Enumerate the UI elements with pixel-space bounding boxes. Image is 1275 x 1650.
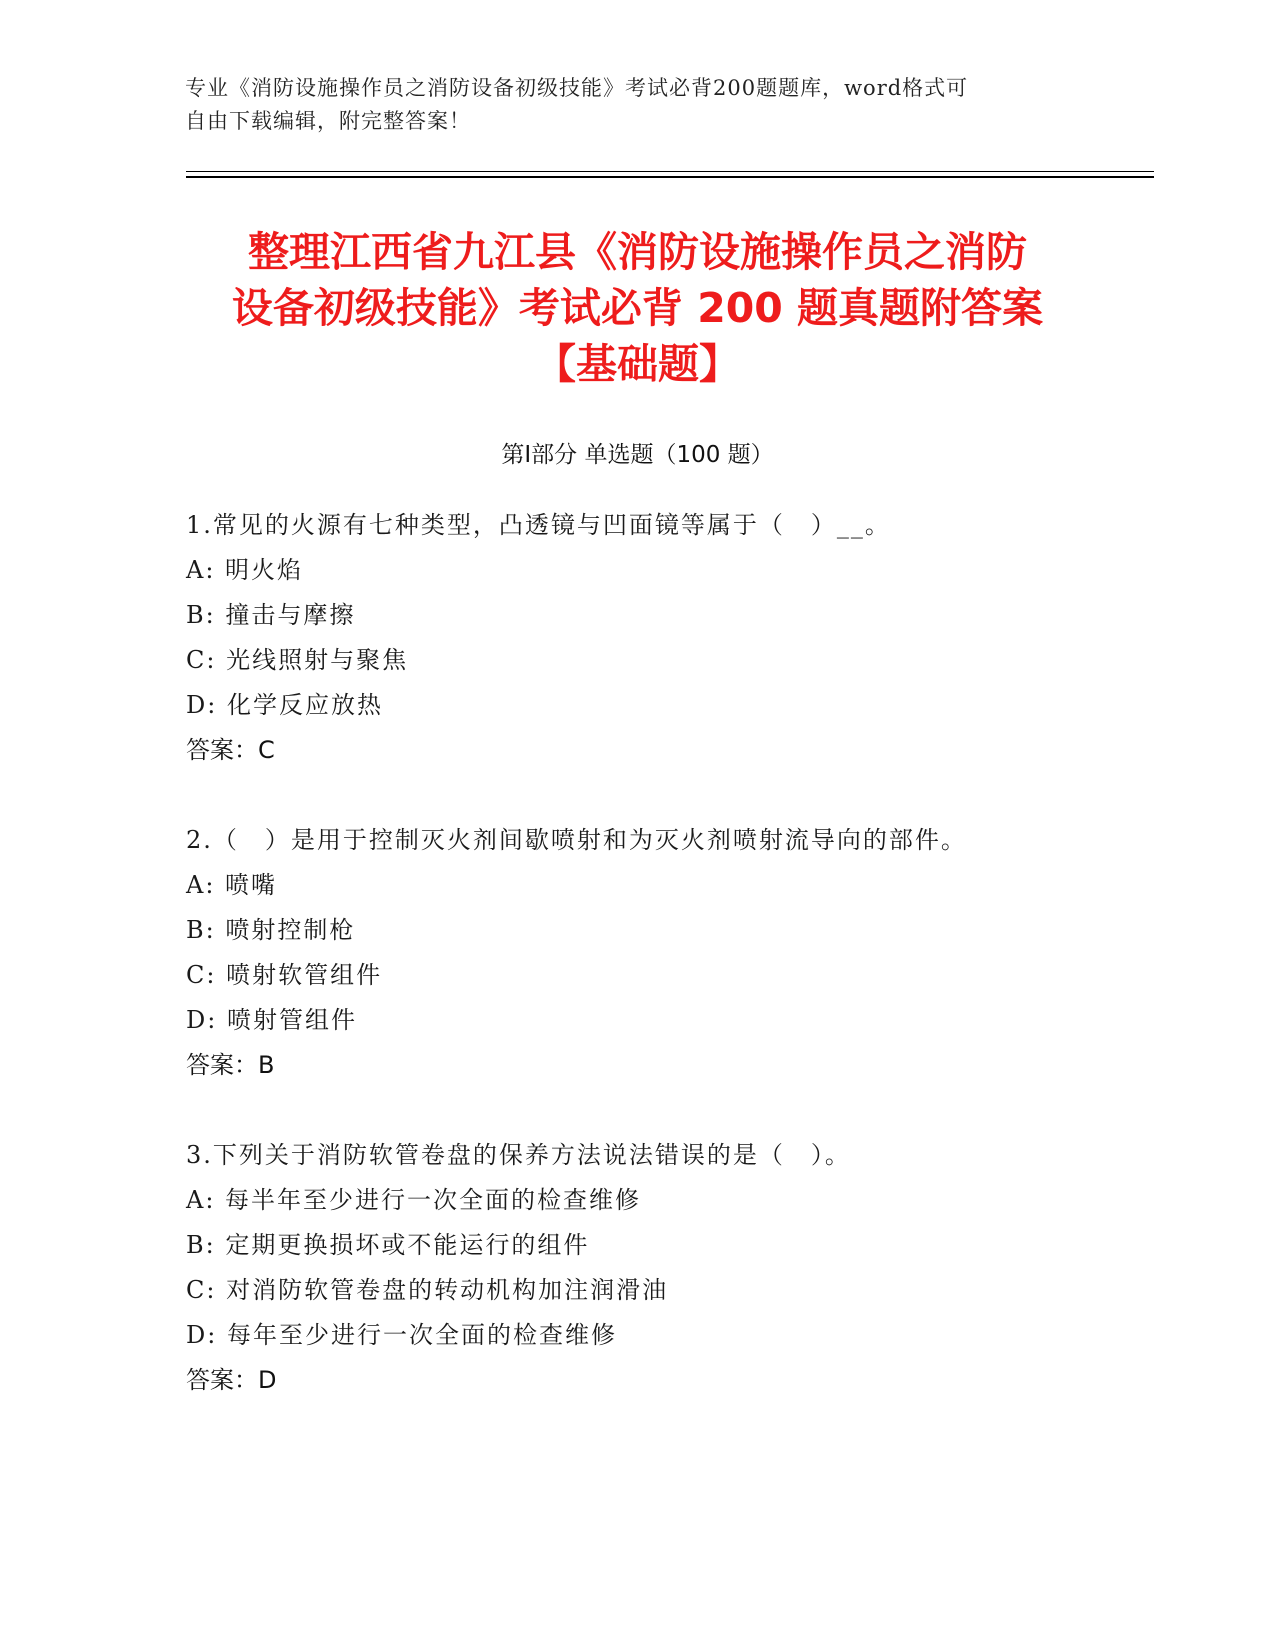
question-option-a: A: 喷嘴 xyxy=(186,871,278,899)
question-option-c: C: 光线照射与聚焦 xyxy=(186,646,409,674)
section-title: 第Ⅰ部分 单选题（100 题） xyxy=(501,442,774,468)
page-title-line-3: 【基础题】 xyxy=(535,340,740,388)
header-divider-thick xyxy=(186,176,1154,178)
header-divider-thin xyxy=(186,171,1154,172)
header-note xyxy=(185,72,1085,138)
header-note-line-2: 自由下载编辑，附完整答案！ xyxy=(185,109,471,133)
page-title-line-1: 整理江西省九江县《消防设施操作员之消防 xyxy=(248,228,1027,276)
question-option-a: A: 每半年至少进行一次全面的检查维修 xyxy=(186,1186,642,1214)
question-option-d: D: 化学反应放热 xyxy=(186,691,383,719)
question-2 xyxy=(186,818,1146,1088)
question-option-c: C: 对消防软管卷盘的转动机构加注润滑油 xyxy=(186,1276,669,1304)
question-option-c: C: 喷射软管组件 xyxy=(186,961,383,989)
question-stem: 1.常见的火源有七种类型，凸透镜与凹面镜等属于（ ）__。 xyxy=(186,511,891,539)
question-3 xyxy=(186,1133,1146,1403)
question-option-b: B: 撞击与摩擦 xyxy=(186,601,356,629)
question-option-b: B: 定期更换损坏或不能运行的组件 xyxy=(186,1231,590,1259)
question-option-d: D: 喷射管组件 xyxy=(186,1006,357,1034)
question-stem: 3.下列关于消防软管卷盘的保养方法说法错误的是（ ）。 xyxy=(186,1141,851,1169)
question-option-a: A: 明火焰 xyxy=(186,556,304,584)
question-answer: 答案：C xyxy=(186,736,275,764)
question-stem: 2.（ ）是用于控制灭火剂间歇喷射和为灭火剂喷射流导向的部件。 xyxy=(186,826,967,854)
page-title-line-2: 设备初级技能》考试必背 200 题真题附答案 xyxy=(231,284,1044,332)
page-title xyxy=(150,224,1125,392)
question-1 xyxy=(186,503,1146,773)
question-option-d: D: 每年至少进行一次全面的检查维修 xyxy=(186,1321,617,1349)
question-option-b: B: 喷射控制枪 xyxy=(186,916,356,944)
header-note-line-1: 专业《消防设施操作员之消防设备初级技能》考试必背200题题库，word格式可 xyxy=(185,76,969,100)
question-answer: 答案：B xyxy=(186,1051,275,1079)
question-answer: 答案：D xyxy=(186,1366,277,1394)
